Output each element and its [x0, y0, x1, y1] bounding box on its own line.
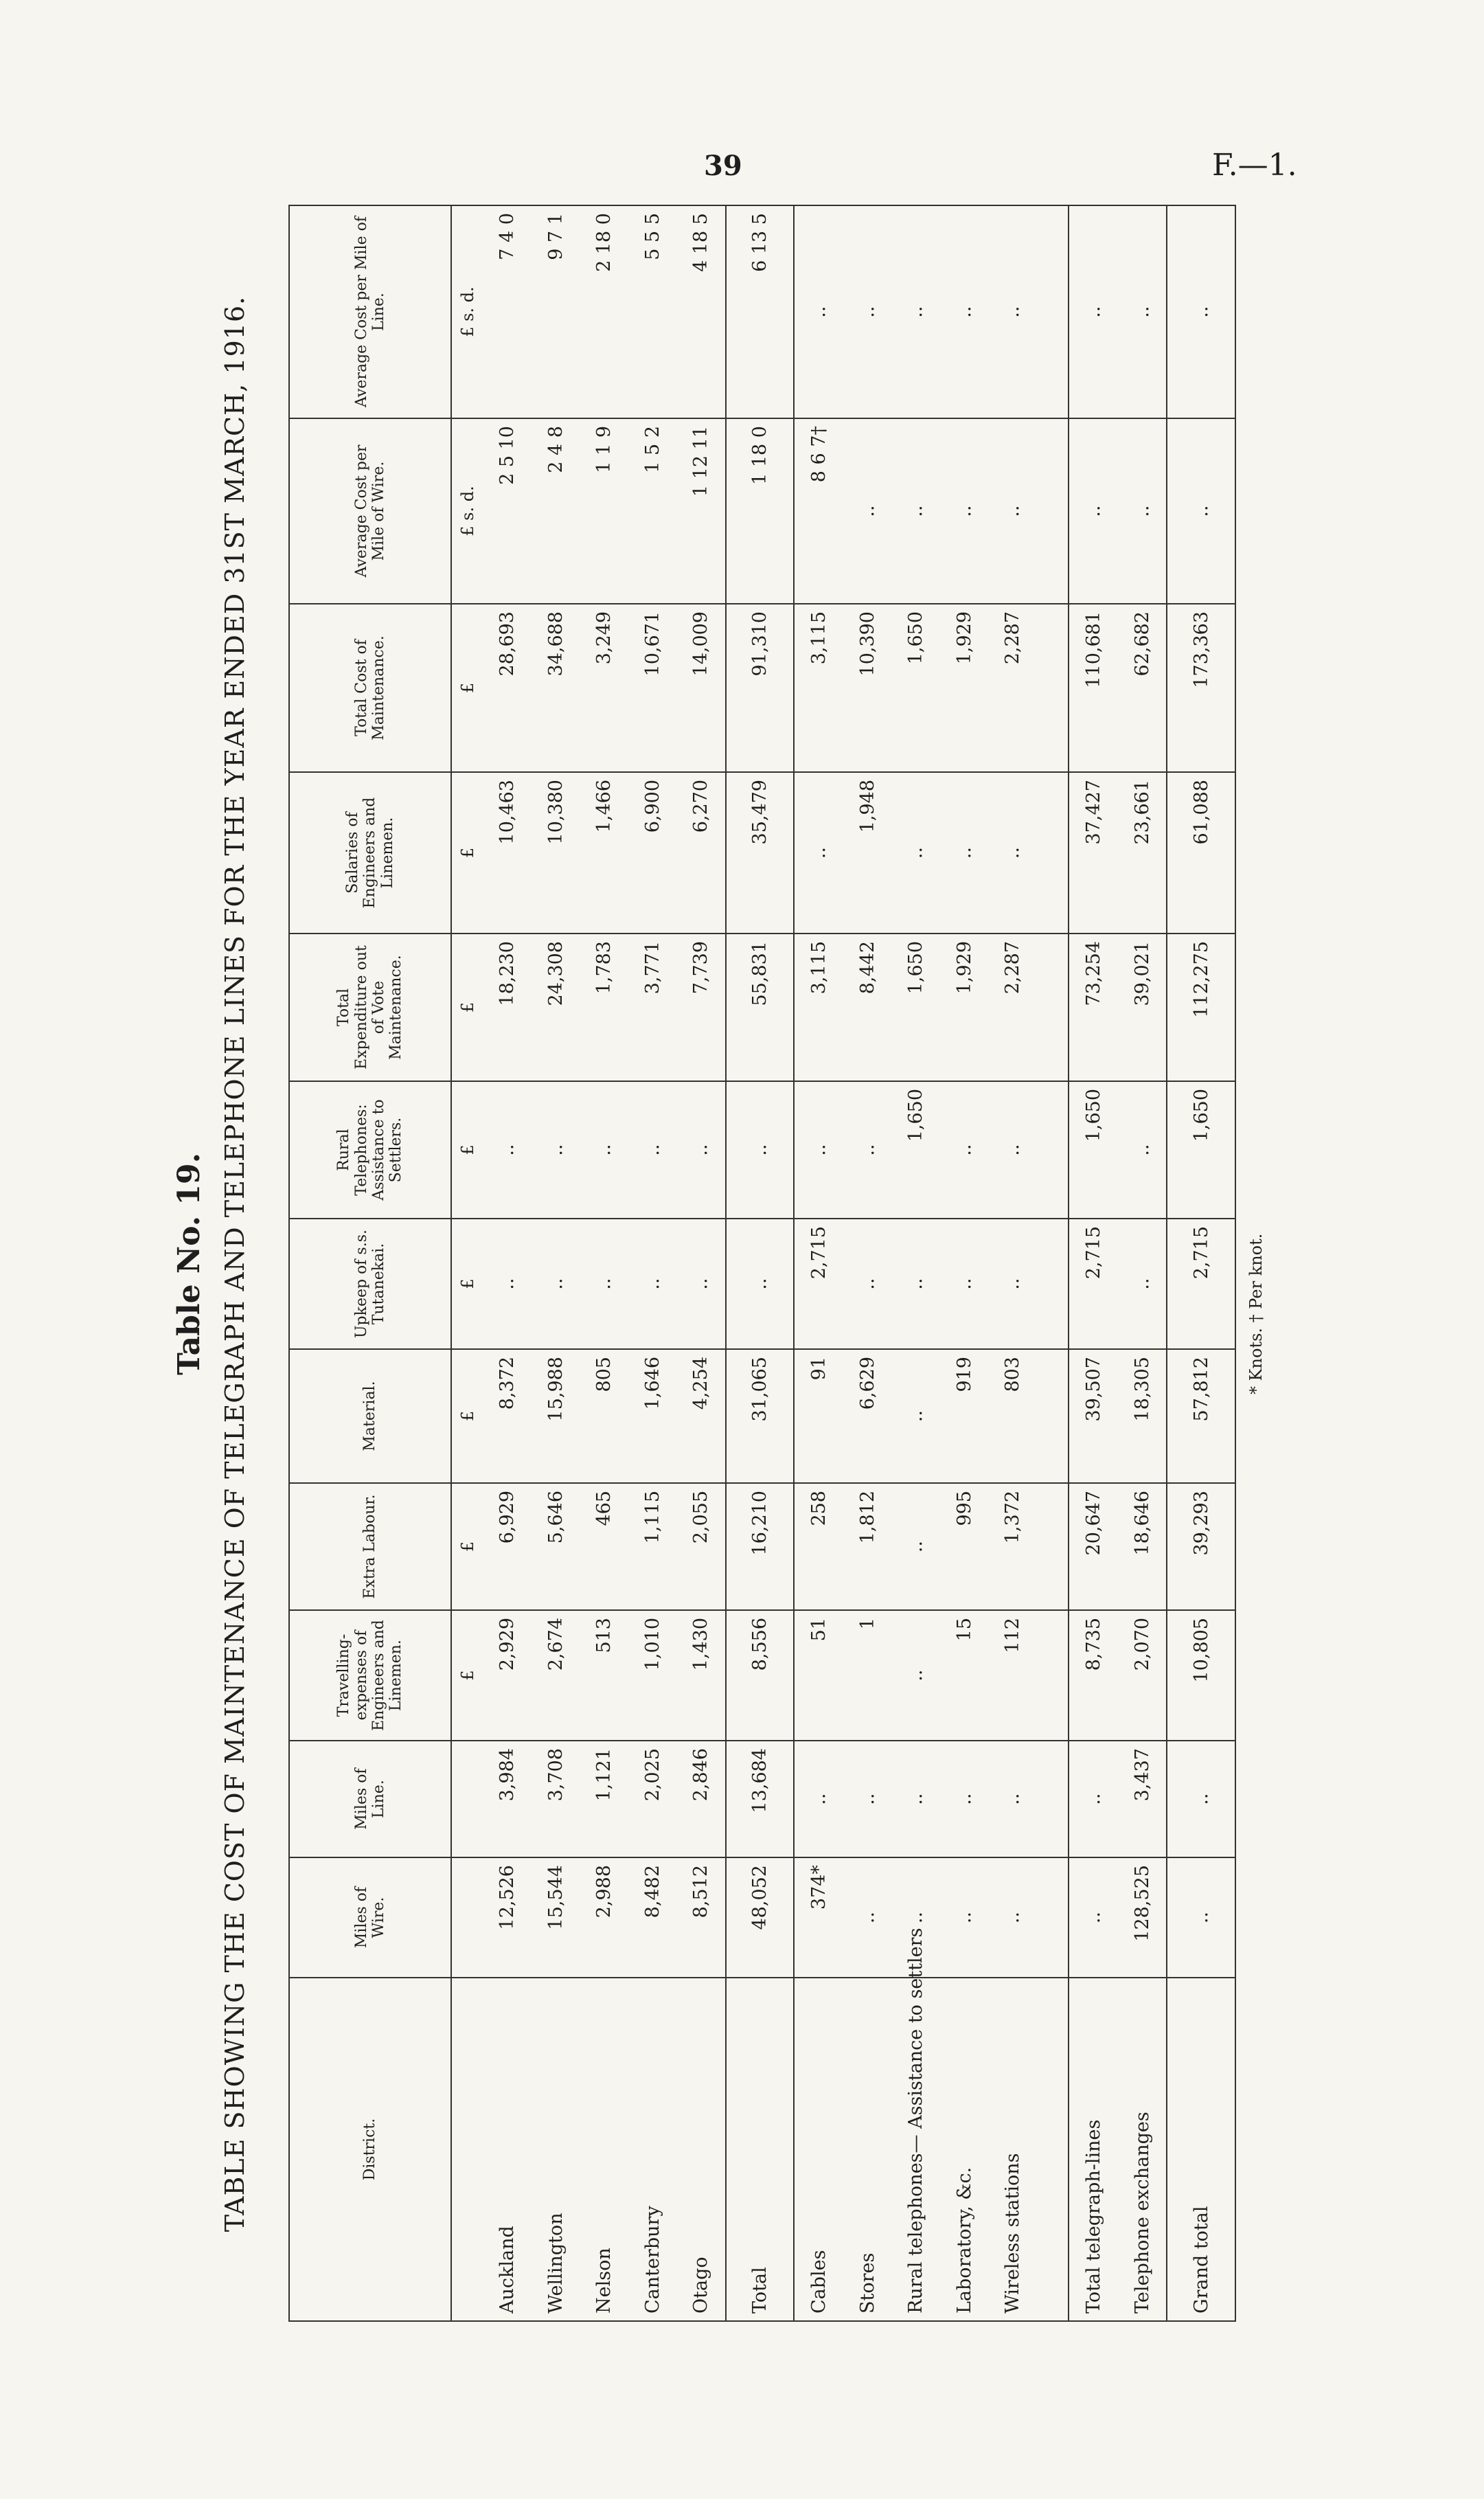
table-cell: ..	[891, 1349, 939, 1483]
table-cell: 2,025	[628, 1741, 676, 1857]
table-cell: 1,650	[1069, 1081, 1118, 1219]
table-cell: 1,783	[580, 934, 628, 1081]
table-cell: ..	[580, 1081, 628, 1219]
table-cell: 112	[988, 1610, 1036, 1741]
table-cell: ..	[1167, 205, 1235, 418]
table-cell: 1,650	[891, 934, 939, 1081]
table-cell: 39,021	[1118, 934, 1167, 1081]
table-cell: 7 4 0	[483, 205, 532, 418]
table-cell: 10,671	[628, 604, 676, 772]
table-cell: 110,681	[1069, 604, 1118, 772]
table-cell: ..	[794, 772, 843, 934]
table-cell: ..	[628, 1081, 676, 1219]
table-cell: 1 12 11	[676, 418, 726, 604]
table-cell: 112,275	[1167, 934, 1235, 1081]
table-cell: 12,526	[483, 1857, 532, 1978]
table-cell: 1,650	[891, 604, 939, 772]
total-row	[726, 205, 794, 2321]
table-cell: ..	[794, 1081, 843, 1219]
district-cell: Laboratory, &c.	[940, 1978, 988, 2321]
table-cell: 48,052	[726, 1857, 794, 1978]
district-cell: Grand total	[1167, 1978, 1235, 2321]
table-row	[843, 205, 891, 2321]
table-cell: 91	[794, 1349, 843, 1483]
district-cell: Nelson	[580, 1978, 628, 2321]
table-cell: ..	[843, 1219, 891, 1349]
header-row	[289, 205, 451, 2321]
table-cell: 39,293	[1167, 1483, 1235, 1610]
table-cell: £	[451, 1610, 483, 1741]
table-cell	[451, 1741, 483, 1857]
table-cell: 5,646	[532, 1483, 580, 1610]
maintenance-cost-table	[288, 205, 1236, 2322]
district-cell: Wellington	[532, 1978, 580, 2321]
table-cell: ..	[843, 418, 891, 604]
table-cell: 2,674	[532, 1610, 580, 1741]
table-cell: 6,629	[843, 1349, 891, 1483]
table-cell: £ s. d.	[451, 418, 483, 604]
table-cell: ..	[628, 1219, 676, 1349]
table-cell: £	[451, 934, 483, 1081]
spacer-cell	[1037, 1349, 1069, 1483]
table-cell: 1 1 9	[580, 418, 628, 604]
table-cell: 995	[940, 1483, 988, 1610]
table-cell: 34,688	[532, 604, 580, 772]
table-cell: ..	[1118, 418, 1167, 604]
table-cell: 1 18 0	[726, 418, 794, 604]
column-header: Rural Telephones: Assistance to Settlers.	[289, 1081, 451, 1219]
table-cell: 15,544	[532, 1857, 580, 1978]
column-header: Average Cost per Mile of Line.	[289, 205, 451, 418]
district-cell: Auckland	[483, 1978, 532, 2321]
page-reference: F.—1.	[1212, 148, 1297, 183]
table-cell: 8,735	[1069, 1610, 1118, 1741]
spacer-cell	[1037, 1219, 1069, 1349]
table-cell: 10,805	[1167, 1610, 1235, 1741]
table-cell: 1,929	[940, 604, 988, 772]
table-cell: 2 4 8	[532, 418, 580, 604]
table-cell: 61,088	[1167, 772, 1235, 934]
table-cell: 3,437	[1118, 1741, 1167, 1857]
district-cell: Canterbury	[628, 1978, 676, 2321]
table-cell: 128,525	[1118, 1857, 1167, 1978]
table-cell: 2,070	[1118, 1610, 1167, 1741]
table-cell: 7,739	[676, 934, 726, 1081]
table-cell: 173,363	[1167, 604, 1235, 772]
table-cell: ..	[1118, 1081, 1167, 1219]
table-cell: £	[451, 772, 483, 934]
footnote: * Knots. † Per knot.	[1246, 1233, 1266, 1394]
column-header: Material.	[289, 1349, 451, 1483]
table-cell: 51	[794, 1610, 843, 1741]
spacer-cell	[1037, 418, 1069, 604]
table-cell: 1,121	[580, 1741, 628, 1857]
table-cell: ..	[1167, 418, 1235, 604]
table-cell	[451, 1857, 483, 1978]
table-cell: 8,556	[726, 1610, 794, 1741]
table-cell: ..	[891, 205, 939, 418]
table-cell: 20,647	[1069, 1483, 1118, 1610]
table-body	[451, 205, 1235, 2321]
spacer-cell	[1037, 604, 1069, 772]
table-number: Table No. 19.	[172, 1153, 207, 1375]
table-row	[891, 205, 939, 2321]
table-cell: 1,812	[843, 1483, 891, 1610]
table-cell: 9 7 1	[532, 205, 580, 418]
table-cell: 6,900	[628, 772, 676, 934]
table-cell: 18,230	[483, 934, 532, 1081]
table-cell: ..	[483, 1219, 532, 1349]
table-cell: 1	[843, 1610, 891, 1741]
spacer-cell	[1037, 1857, 1069, 1978]
table-cell: 2,846	[676, 1741, 726, 1857]
spacer-cell	[1037, 205, 1069, 418]
table-cell: ..	[676, 1219, 726, 1349]
table-cell: 8,482	[628, 1857, 676, 1978]
table-cell: ..	[891, 418, 939, 604]
table-row	[988, 205, 1036, 2321]
table-cell: 1,650	[891, 1081, 939, 1219]
table-cell: ..	[1118, 1219, 1167, 1349]
table-cell: ..	[532, 1219, 580, 1349]
table-cell: 62,682	[1118, 604, 1167, 772]
table-cell: 31,065	[726, 1349, 794, 1483]
table-cell: ..	[988, 418, 1036, 604]
table-cell: 16,210	[726, 1483, 794, 1610]
table-cell: 2,715	[1069, 1219, 1118, 1349]
table-row	[1069, 205, 1118, 2321]
table-cell: ..	[843, 1741, 891, 1857]
table-cell: ..	[483, 1081, 532, 1219]
table-cell: 1 5 2	[628, 418, 676, 604]
table-cell: ..	[988, 205, 1036, 418]
table-cell: 3,984	[483, 1741, 532, 1857]
table-cell: 23,661	[1118, 772, 1167, 934]
table-cell: 1,929	[940, 934, 988, 1081]
table-cell: 8,372	[483, 1349, 532, 1483]
table-cell: ..	[1167, 1741, 1235, 1857]
table-cell: ..	[988, 1857, 1036, 1978]
table-cell: 4,254	[676, 1349, 726, 1483]
table-cell: ..	[940, 1741, 988, 1857]
table-cell: ..	[726, 1219, 794, 1349]
table-cell: 803	[988, 1349, 1036, 1483]
table-cell: 91,310	[726, 604, 794, 772]
column-header: Salaries of Engineers and Linemen.	[289, 772, 451, 934]
table-cell: 2,055	[676, 1483, 726, 1610]
table-cell: 1,646	[628, 1349, 676, 1483]
table-cell: ..	[940, 418, 988, 604]
table-cell: £	[451, 1483, 483, 1610]
spacer-cell	[1037, 772, 1069, 934]
table-cell: 3,115	[794, 934, 843, 1081]
table-cell: 2,715	[1167, 1219, 1235, 1349]
table-cell: 6 13 5	[726, 205, 794, 418]
table-cell: ..	[891, 1483, 939, 1610]
table-cell: ..	[1167, 1857, 1235, 1978]
table-cell: 2 18 0	[580, 205, 628, 418]
table-cell: ..	[940, 1219, 988, 1349]
district-cell: Stores	[843, 1978, 891, 2321]
table-cell: ..	[843, 1857, 891, 1978]
column-header: Miles of Wire.	[289, 1857, 451, 1978]
district-cell: Telephone exchanges	[1118, 1978, 1167, 2321]
table-cell: 8 6 7†	[794, 418, 843, 604]
table-cell: 2,988	[580, 1857, 628, 1978]
table-cell: ..	[891, 772, 939, 934]
table-row	[628, 205, 676, 2321]
table-cell: 8,442	[843, 934, 891, 1081]
table-cell: 39,507	[1069, 1349, 1118, 1483]
table-cell: ..	[891, 1741, 939, 1857]
table-cell: 1,010	[628, 1610, 676, 1741]
table-cell: ..	[940, 205, 988, 418]
table-cell: 6,929	[483, 1483, 532, 1610]
spacer-cell	[1037, 1610, 1069, 1741]
table-row	[1118, 205, 1167, 2321]
table-cell: ..	[843, 205, 891, 418]
table-cell: 2,929	[483, 1610, 532, 1741]
table-cell: ..	[988, 772, 1036, 934]
district-cell: Wireless stations	[988, 1978, 1036, 2321]
table-cell: 18,646	[1118, 1483, 1167, 1610]
table-cell: ..	[891, 1219, 939, 1349]
table-cell: 2 5 10	[483, 418, 532, 604]
table-cell: 18,305	[1118, 1349, 1167, 1483]
table-cell: £	[451, 1081, 483, 1219]
table-cell: 28,693	[483, 604, 532, 772]
table-cell: 1,430	[676, 1610, 726, 1741]
table-cell: £ s. d.	[451, 205, 483, 418]
table-cell: 1,115	[628, 1483, 676, 1610]
column-header: Extra Labour.	[289, 1483, 451, 1610]
table-cell: 258	[794, 1483, 843, 1610]
table-cell: 374*	[794, 1857, 843, 1978]
spacer-cell	[1037, 1978, 1069, 2321]
table-cell: 1,372	[988, 1483, 1036, 1610]
table-cell: ..	[988, 1081, 1036, 1219]
table-row	[794, 205, 843, 2321]
table-cell: ..	[1118, 205, 1167, 418]
table-cell: ..	[940, 772, 988, 934]
table-cell: 8,512	[676, 1857, 726, 1978]
table-cell: ..	[891, 1610, 939, 1741]
column-header: Total Expenditure out of Vote Maintenance.	[289, 934, 451, 1081]
table-row	[940, 205, 988, 2321]
page-number: 39	[704, 150, 742, 182]
column-header: Miles of Line.	[289, 1741, 451, 1857]
table-cell: 10,463	[483, 772, 532, 934]
rotated-table-block	[172, 206, 1270, 2322]
table-row	[676, 205, 726, 2321]
table-cell: ..	[988, 1741, 1036, 1857]
spacer-cell	[1037, 1081, 1069, 1219]
table-cell: 919	[940, 1349, 988, 1483]
spacer-cell	[1037, 934, 1069, 1081]
table-cell: 805	[580, 1349, 628, 1483]
table-cell: 1,650	[1167, 1081, 1235, 1219]
table-cell: 2,715	[794, 1219, 843, 1349]
table-cell: ..	[843, 1081, 891, 1219]
table-cell: 57,812	[1167, 1349, 1235, 1483]
unit-row	[451, 205, 483, 2321]
table-cell: ..	[1069, 418, 1118, 604]
table-cell: 13,684	[726, 1741, 794, 1857]
column-header: Total Cost of Maintenance.	[289, 604, 451, 772]
table-cell: ..	[580, 1219, 628, 1349]
table-cell: ..	[940, 1857, 988, 1978]
table-cell: 37,427	[1069, 772, 1118, 934]
table-cell: ..	[1069, 1741, 1118, 1857]
table-cell: ..	[940, 1081, 988, 1219]
table-cell: ..	[794, 1741, 843, 1857]
table-cell: 15	[940, 1610, 988, 1741]
table-cell: £	[451, 604, 483, 772]
column-header: Upkeep of s.s. Tutanekai.	[289, 1219, 451, 1349]
table-caption: TABLE SHOWING THE COST OF MAINTENANCE OF TELEGRAPH AND TELEPHONE LINES FOR THE YEAR ENDED 31ST MARCH, 1916.	[220, 295, 250, 2232]
column-header: Travelling-expenses of Engineers and Linemen.	[289, 1610, 451, 1741]
district-cell: Total	[726, 1978, 794, 2321]
spacer-cell	[1037, 1483, 1069, 1610]
table-cell: ..	[794, 205, 843, 418]
table-cell: 3,115	[794, 604, 843, 772]
table-cell: 4 18 5	[676, 205, 726, 418]
district-cell: Cables	[794, 1978, 843, 2321]
table-row	[483, 205, 532, 2321]
table-cell: 73,254	[1069, 934, 1118, 1081]
table-cell: 14,009	[676, 604, 726, 772]
table-cell: 5 5 5	[628, 205, 676, 418]
table-cell: £	[451, 1219, 483, 1349]
table-cell: 55,831	[726, 934, 794, 1081]
table-cell: £	[451, 1349, 483, 1483]
table-cell: ..	[726, 1081, 794, 1219]
table-cell: ..	[532, 1081, 580, 1219]
table-cell: 3,708	[532, 1741, 580, 1857]
table-cell: 1,948	[843, 772, 891, 934]
column-header: District.	[289, 1978, 451, 2321]
table-cell: 10,380	[532, 772, 580, 934]
table-cell: 3,249	[580, 604, 628, 772]
table-row	[532, 205, 580, 2321]
table-cell: 24,308	[532, 934, 580, 1081]
table-cell: ..	[676, 1081, 726, 1219]
district-cell	[451, 1978, 483, 2321]
district-cell: Otago	[676, 1978, 726, 2321]
spacer-row	[1037, 205, 1069, 2321]
table-cell: 2,287	[988, 934, 1036, 1081]
table-cell: 10,390	[843, 604, 891, 772]
table-cell: 6,270	[676, 772, 726, 934]
table-cell: 2,287	[988, 604, 1036, 772]
table-cell: 3,771	[628, 934, 676, 1081]
district-cell: Rural telephones— Assistance to settlers	[891, 1978, 939, 2321]
table-cell: ..	[988, 1219, 1036, 1349]
table-cell: ..	[1069, 1857, 1118, 1978]
table-cell: ..	[891, 1857, 939, 1978]
column-header: Average Cost per Mile of Wire.	[289, 418, 451, 604]
table-cell: 1,466	[580, 772, 628, 934]
table-row	[580, 205, 628, 2321]
table-cell: 513	[580, 1610, 628, 1741]
spacer-cell	[1037, 1741, 1069, 1857]
table-cell: ..	[1069, 205, 1118, 418]
table-cell: 465	[580, 1483, 628, 1610]
table-cell: 35,479	[726, 772, 794, 934]
grand-total-row	[1167, 205, 1235, 2321]
district-cell: Total telegraph-lines	[1069, 1978, 1118, 2321]
table-cell: 15,988	[532, 1349, 580, 1483]
